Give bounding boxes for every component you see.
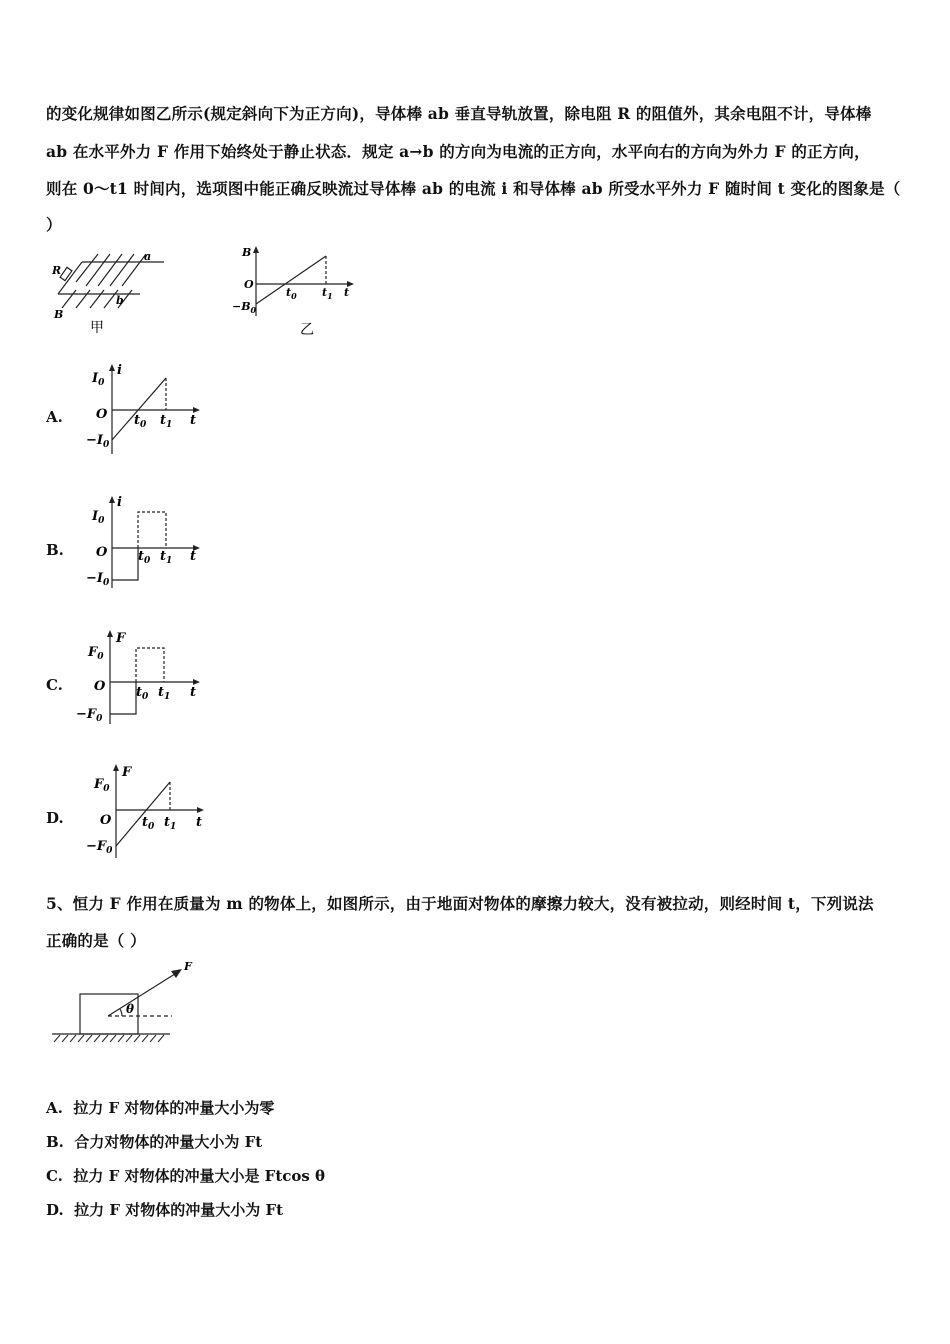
q5-fig-F: F (184, 960, 192, 973)
q5-option-b[interactable] (46, 1131, 262, 1152)
q5-text-line2: 正确的是（ ） (46, 931, 146, 950)
q5-fig-theta: θ (126, 1002, 135, 1016)
option-d-neg: $-F_0$ (86, 839, 113, 856)
option-c-t0: $t_0$ (136, 685, 149, 702)
q5-option-a-label: A. (46, 1099, 63, 1117)
option-b-O: O (96, 545, 108, 560)
option-a-t1: $t_1$ (160, 413, 173, 430)
yi-label-B: B (242, 246, 252, 259)
option-c-label[interactable]: C. (46, 676, 63, 694)
option-b-neg: $-I_0$ (86, 571, 110, 588)
yi-label-O: O (244, 278, 254, 291)
yi-label-t0: $t_0$ (286, 286, 297, 301)
option-c-O: O (94, 679, 106, 694)
option-d-ylab: F (122, 765, 132, 780)
option-c-t1: $t_1$ (158, 685, 171, 702)
q5-option-b-label: B. (46, 1133, 64, 1151)
jia-label-R: R (52, 264, 62, 277)
option-a-O: O (96, 407, 108, 422)
jia-label-a: a (144, 250, 152, 263)
yi-caption: 乙 (300, 322, 314, 338)
q4-text-line2: ab 在水平外力 F 作用下始终处于静止状态．规定 a→b 的方向为电流的正方向，水平向右的方向为外力 F 的正方向， (46, 142, 870, 161)
option-c-pos: $F_0$ (88, 645, 104, 662)
q5-option-c-text: 拉力 F 对物体的冲量大小是 Ftcos θ (73, 1167, 326, 1185)
q5-option-c[interactable] (46, 1165, 325, 1186)
q4-text-line3: 则在 0～t1 时间内，选项图中能正确反映流过导体棒 ab 的电流 i 和导体棒 ab 所受水平外力 F 随时间 t 变化的图象是（ (46, 179, 901, 198)
option-b-t0: $t_0$ (138, 549, 151, 566)
option-d-t1: $t_1$ (164, 815, 177, 832)
figure-jia (46, 246, 176, 336)
option-c-graph (76, 628, 206, 728)
option-a-neg: $-I_0$ (86, 433, 110, 450)
q5-text-line1: 5、恒力 F 作用在质量为 m 的物体上，如图所示，由于地面对物体的摩擦力较大，没有被拉动，则经时间 t，下列说法 (46, 894, 874, 913)
option-d-pos: $F_0$ (94, 777, 110, 794)
option-d-t: t (196, 815, 203, 830)
figure-yi (228, 244, 358, 336)
option-d-label[interactable]: D. (46, 809, 64, 827)
yi-label-t: t (344, 286, 350, 299)
q5-figure (50, 958, 200, 1048)
option-b-ylab: i (117, 495, 122, 510)
q5-option-d-label: D. (46, 1201, 64, 1219)
option-c-t: t (190, 685, 197, 700)
option-c-neg: $-F_0$ (76, 707, 103, 724)
option-b-t: t (190, 549, 197, 564)
option-a-ylab: i (117, 363, 122, 378)
jia-label-B: B (54, 308, 64, 321)
option-a-t: t (190, 413, 197, 428)
q4-text-line1: 的变化规律如图乙所示(规定斜向下为正方向)，导体棒 ab 垂直导轨放置，除电阻 R 的阻值外，其余电阻不计，导体棒 (46, 104, 872, 123)
option-a-label[interactable]: A. (46, 408, 63, 426)
q5-option-a[interactable] (46, 1097, 274, 1118)
option-d-O: O (100, 813, 112, 828)
option-b-pos: $I_0$ (92, 509, 105, 526)
jia-caption: 甲 (90, 320, 104, 336)
option-a-graph (84, 362, 204, 460)
q5-option-a-text: 拉力 F 对物体的冲量大小为零 (73, 1099, 275, 1117)
option-a-t0: $t_0$ (134, 413, 147, 430)
option-c-ylab: F (116, 631, 126, 646)
q5-option-d[interactable] (46, 1199, 283, 1220)
option-d-t0: $t_0$ (142, 815, 155, 832)
jia-label-b: b (116, 294, 124, 307)
q5-option-c-label: C. (46, 1167, 63, 1185)
option-d-graph (84, 762, 208, 862)
q5-option-d-text: 拉力 F 对物体的冲量大小为 Ft (74, 1201, 284, 1219)
option-a-pos: $I_0$ (92, 371, 105, 388)
yi-label-t1: $t_1$ (322, 286, 333, 301)
q5-option-b-text: 合力对物体的冲量大小为 Ft (74, 1133, 263, 1151)
option-b-label[interactable]: B. (46, 541, 64, 559)
option-b-t1: $t_1$ (160, 549, 173, 566)
yi-label-negB0: $-B_0$ (232, 300, 257, 315)
q4-text-line4: ） (46, 215, 62, 234)
option-b-graph (84, 494, 204, 592)
